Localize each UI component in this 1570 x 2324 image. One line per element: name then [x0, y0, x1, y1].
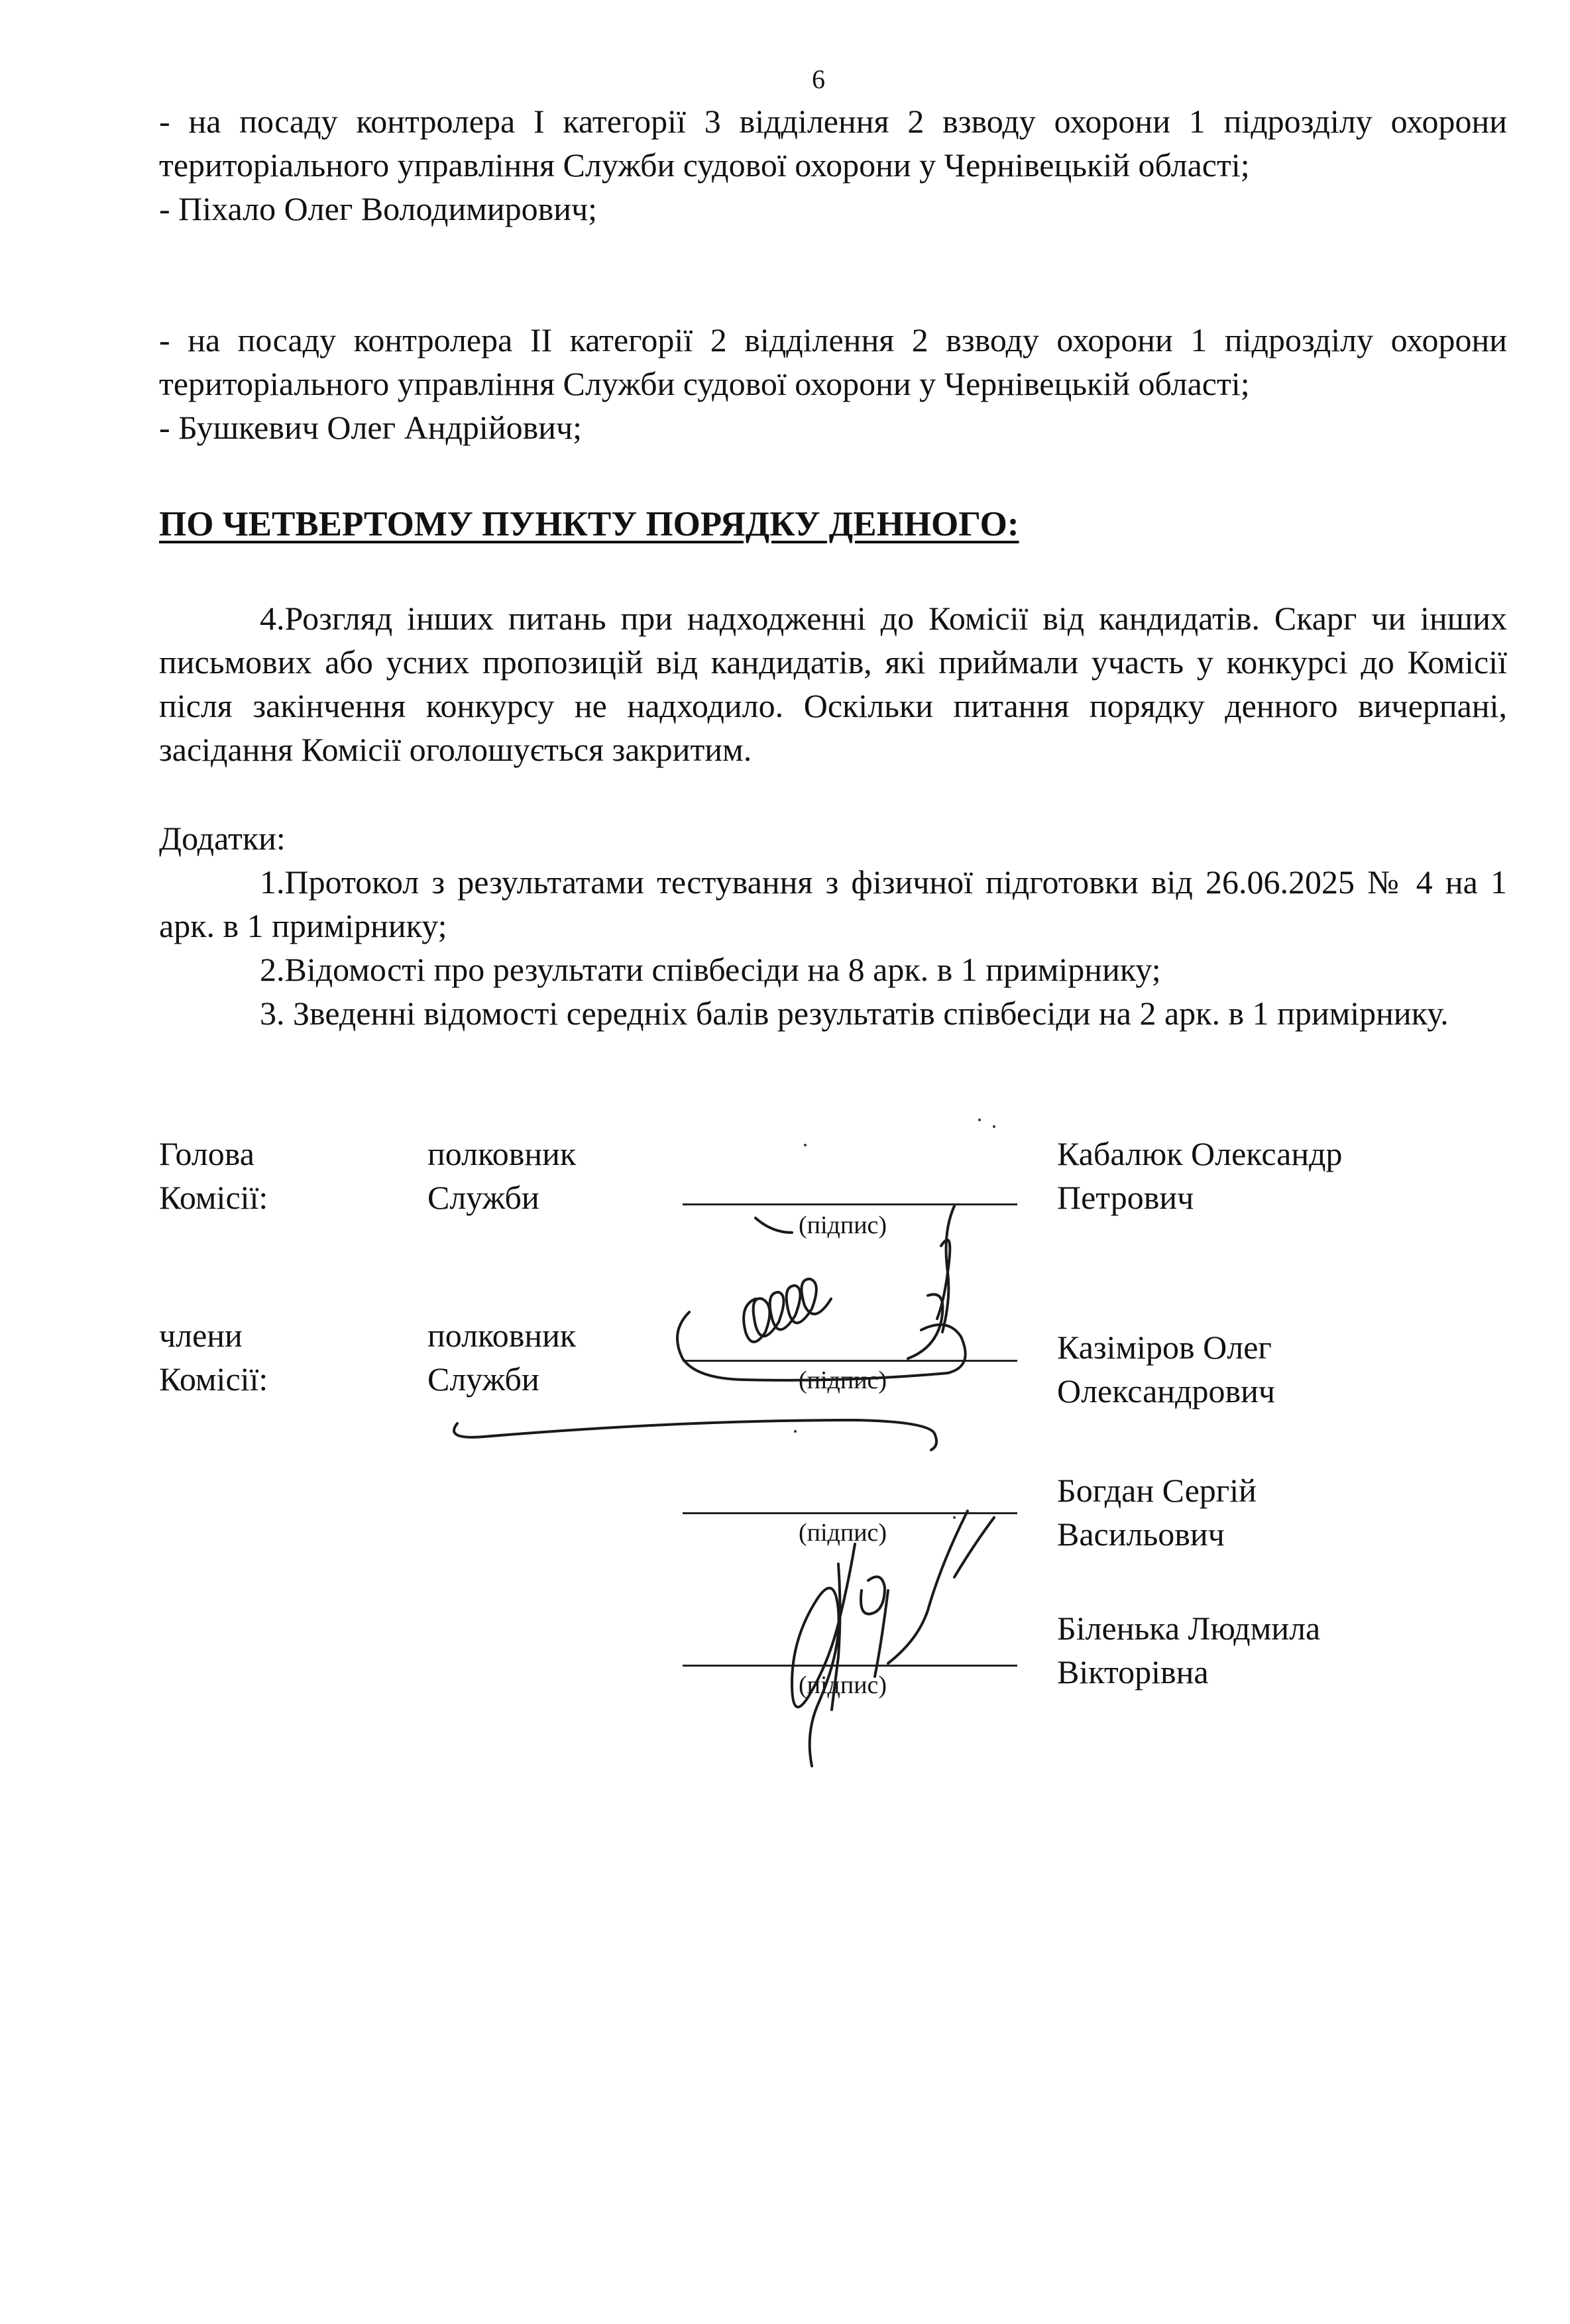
chair-rank-line1: полковник — [427, 1135, 577, 1172]
member-1-name-line2: Олександрович — [1057, 1372, 1276, 1410]
member-1-rank-line1: полковник — [427, 1317, 577, 1354]
chair-signature-caption: (підпис) — [799, 1211, 887, 1239]
member-3-name-line2: Вікторівна — [1057, 1653, 1209, 1690]
member-3-signature — [792, 1511, 968, 1766]
attachment-item-3: 3. Зведенні відомості середніх балів результатів співбесіди на 2 арк. в 1 примірнику. — [260, 995, 1449, 1032]
chair-role-line2: Комісії: — [159, 1179, 268, 1216]
candidate-name: - Піхало Олег Володимирович; — [159, 190, 598, 227]
position-description: - на посаду контролера ІІ категорії 2 відділення 2 взводу охорони 1 підрозділу охорони територіального управління Служби судової охорони у Чернівецькій області; — [159, 321, 1507, 402]
candidate-name: - Бушкевич Олег Андрійович; — [159, 409, 582, 446]
position-description: - на посаду контролера І категорії 3 відділення 2 взводу охорони 1 підрозділу охорони територіального управління Служби судової охорони у Чернівецькій області; — [159, 103, 1507, 184]
attachments-title: Додатки: — [159, 820, 286, 857]
member-2-signature-caption: (підпис) — [799, 1519, 887, 1547]
chair-role-line1: Голова — [159, 1135, 254, 1172]
member-3-name-line1: Біленька Людмила — [1057, 1610, 1321, 1647]
members-role-line2: Комісії: — [159, 1360, 268, 1398]
member-1-signature-underline — [454, 1420, 936, 1450]
members-role-line1: члени — [159, 1317, 243, 1354]
chair-name-line1: Кабалюк Олександр — [1057, 1135, 1343, 1172]
member-1-rank-line2: Служби — [427, 1360, 539, 1398]
member-2-name-line1: Богдан Сергій — [1057, 1472, 1257, 1509]
chair-name-line2: Петрович — [1057, 1179, 1194, 1216]
member-1-name-line1: Казіміров Олег — [1057, 1329, 1272, 1366]
attachment-item-1: 1.Протокол з результатами тестування з фізичної підготовки від 26.06.2025 № 4 на 1 арк. в 1 примірнику; — [159, 863, 1507, 944]
member-1-signature-caption: (підпис) — [799, 1366, 887, 1394]
chair-rank-line2: Служби — [427, 1179, 539, 1216]
member-1-signature — [677, 1279, 966, 1380]
member-2-name-line2: Васильович — [1057, 1516, 1225, 1553]
member-3-signature-caption: (підпис) — [799, 1671, 887, 1699]
page-number: 6 — [812, 64, 825, 94]
agenda-item-heading: ПО ЧЕТВЕРТОМУ ПУНКТУ ПОРЯДКУ ДЕННОГО: — [159, 505, 1019, 543]
attachment-item-2: 2.Відомості про результати співбесіди на 8 арк. в 1 примірнику; — [260, 951, 1161, 988]
chair-signature — [756, 1206, 954, 1332]
agenda-item-4-text: 4.Розгляд інших питань при надходженні до Комісії від кандидатів. Скарг чи інших письмових або усних пропозицій від кандидатів, які приймали участь у конкурсі до Комісії після закінчення конкурсу не надходило. Оскільки питання порядку денного вичерпані, засідання Комісії оголошується закритим. — [159, 600, 1507, 768]
